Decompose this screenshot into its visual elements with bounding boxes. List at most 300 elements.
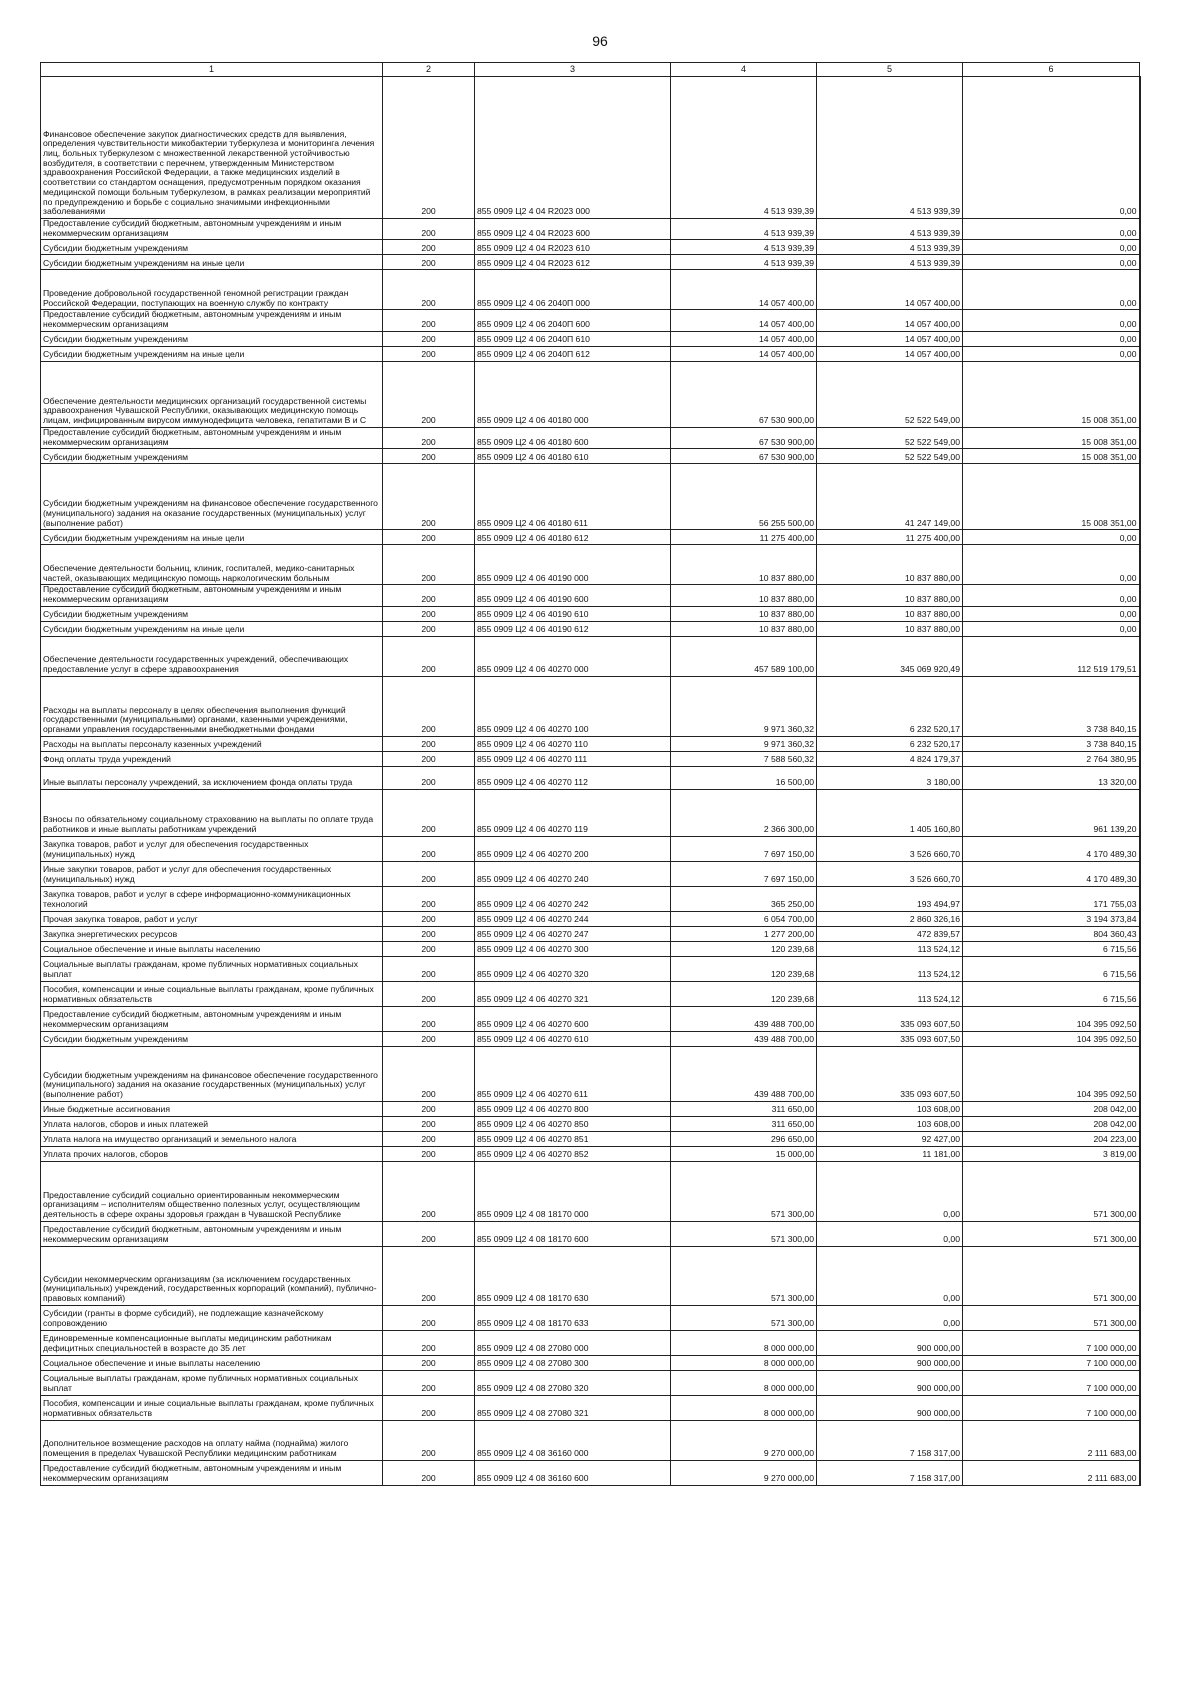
budget-code: 855 0909 Ц2 4 06 2040П 610 xyxy=(475,331,671,346)
row-name: Субсидии бюджетным учреждениям на иные цели xyxy=(41,255,383,270)
executed-amount: 14 057 400,00 xyxy=(817,346,963,361)
remaining-amount: 0,00 xyxy=(963,585,1140,606)
administrator-code: 200 xyxy=(383,1460,475,1485)
remaining-amount: 13 320,00 xyxy=(963,766,1140,789)
administrator-code: 200 xyxy=(383,1370,475,1395)
remaining-amount: 961 139,20 xyxy=(963,789,1140,836)
table-row xyxy=(41,1460,1140,1485)
budget-code: 855 0909 Ц2 4 06 40270 111 xyxy=(475,751,671,766)
row-name: Субсидии бюджетным учреждениям xyxy=(41,606,383,621)
budget-table xyxy=(40,62,1141,1486)
approved-amount: 9 270 000,00 xyxy=(671,1420,817,1460)
budget-code: 855 0909 Ц2 4 06 40270 800 xyxy=(475,1101,671,1116)
row-name: Уплата налога на имущество организаций и земельного налога xyxy=(41,1131,383,1146)
table-row xyxy=(41,1031,1140,1046)
administrator-code: 200 xyxy=(383,1131,475,1146)
row-name: Субсидии бюджетным учреждениям на иные цели xyxy=(41,621,383,636)
executed-amount: 92 427,00 xyxy=(817,1131,963,1146)
row-name: Предоставление субсидий бюджетным, автономным учреждениям и иным некоммерческим организациям xyxy=(41,1221,383,1246)
remaining-amount: 171 755,03 xyxy=(963,886,1140,911)
remaining-amount: 0,00 xyxy=(963,219,1140,240)
remaining-amount: 0,00 xyxy=(963,77,1140,219)
budget-code: 855 0909 Ц2 4 06 40190 610 xyxy=(475,606,671,621)
approved-amount: 10 837 880,00 xyxy=(671,545,817,585)
budget-code: 855 0909 Ц2 4 08 36160 000 xyxy=(475,1420,671,1460)
budget-code: 855 0909 Ц2 4 06 40270 244 xyxy=(475,911,671,926)
table-row xyxy=(41,310,1140,331)
row-name: Закупка товаров, работ и услуг для обеспечения государственных (муниципальных) нужд xyxy=(41,836,383,861)
administrator-code: 200 xyxy=(383,1146,475,1161)
budget-code: 855 0909 Ц2 4 06 40270 200 xyxy=(475,836,671,861)
approved-amount: 67 530 900,00 xyxy=(671,361,817,427)
approved-amount: 9 971 360,32 xyxy=(671,676,817,736)
approved-amount: 67 530 900,00 xyxy=(671,427,817,448)
executed-amount: 103 608,00 xyxy=(817,1101,963,1116)
approved-amount: 1 277 200,00 xyxy=(671,926,817,941)
budget-code: 855 0909 Ц2 4 06 2040П 000 xyxy=(475,270,671,310)
executed-amount: 10 837 880,00 xyxy=(817,606,963,621)
executed-amount: 11 181,00 xyxy=(817,1146,963,1161)
table-row xyxy=(41,449,1140,464)
row-name: Предоставление субсидий бюджетным, автономным учреждениям и иным некоммерческим организациям xyxy=(41,585,383,606)
table-row xyxy=(41,1161,1140,1221)
executed-amount: 113 524,12 xyxy=(817,981,963,1006)
administrator-code: 200 xyxy=(383,530,475,545)
remaining-amount: 15 008 351,00 xyxy=(963,464,1140,530)
budget-code: 855 0909 Ц2 4 04 R2023 000 xyxy=(475,77,671,219)
budget-code: 855 0909 Ц2 4 06 40270 240 xyxy=(475,861,671,886)
row-name: Финансовое обеспечение закупок диагностических средств для выявления, определения чувствительности микобактерии туберкулеза и мониторинга лечения лиц, больных туберкулезом с множественной лекарственной устойчивостью возбудителя, в соответствии с перечнем, утвержденным Министерством здравоохранения Российской Федерации, а также медицинских изделий в соответствии со стандартом оснащения, предусмотренным порядком оказания медицинской помощи больным туберкулезом, в рамках реализации мероприятий по предупреждению и борьбе с социально значимыми инфекционными заболеваниями xyxy=(41,77,383,219)
executed-amount: 6 232 520,17 xyxy=(817,676,963,736)
executed-amount: 472 839,57 xyxy=(817,926,963,941)
approved-amount: 7 697 150,00 xyxy=(671,861,817,886)
table-row xyxy=(41,621,1140,636)
remaining-amount: 3 738 840,15 xyxy=(963,676,1140,736)
table-row xyxy=(41,1355,1140,1370)
table-row xyxy=(41,836,1140,861)
approved-amount: 571 300,00 xyxy=(671,1221,817,1246)
executed-amount: 4 513 939,39 xyxy=(817,240,963,255)
executed-amount: 52 522 549,00 xyxy=(817,449,963,464)
administrator-code: 200 xyxy=(383,270,475,310)
executed-amount: 103 608,00 xyxy=(817,1116,963,1131)
row-name: Проведение добровольной государственной геномной регистрации граждан Российской Федерации, поступающих на военную службу по контракту xyxy=(41,270,383,310)
approved-amount: 11 275 400,00 xyxy=(671,530,817,545)
table-row xyxy=(41,1395,1140,1420)
budget-code: 855 0909 Ц2 4 06 40270 242 xyxy=(475,886,671,911)
executed-amount: 345 069 920,49 xyxy=(817,636,963,676)
row-name: Субсидии (гранты в форме субсидий), не подлежащие казначейскому сопровождению xyxy=(41,1305,383,1330)
approved-amount: 571 300,00 xyxy=(671,1246,817,1305)
budget-code: 855 0909 Ц2 4 06 40270 247 xyxy=(475,926,671,941)
approved-amount: 120 239,68 xyxy=(671,941,817,956)
administrator-code: 200 xyxy=(383,926,475,941)
table-body xyxy=(41,77,1140,1486)
row-name: Уплата налогов, сборов и иных платежей xyxy=(41,1116,383,1131)
row-name: Субсидии бюджетным учреждениям xyxy=(41,449,383,464)
executed-amount: 4 513 939,39 xyxy=(817,77,963,219)
remaining-amount: 571 300,00 xyxy=(963,1221,1140,1246)
approved-amount: 15 000,00 xyxy=(671,1146,817,1161)
remaining-amount: 0,00 xyxy=(963,606,1140,621)
administrator-code: 200 xyxy=(383,545,475,585)
page-number: 96 xyxy=(592,33,608,49)
approved-amount: 8 000 000,00 xyxy=(671,1355,817,1370)
administrator-code: 200 xyxy=(383,941,475,956)
approved-amount: 16 500,00 xyxy=(671,766,817,789)
remaining-amount: 6 715,56 xyxy=(963,941,1140,956)
table-row xyxy=(41,427,1140,448)
budget-code: 855 0909 Ц2 4 08 36160 600 xyxy=(475,1460,671,1485)
table-row xyxy=(41,766,1140,789)
row-name: Предоставление субсидий бюджетным, автономным учреждениям и иным некоммерческим организациям xyxy=(41,427,383,448)
approved-amount: 4 513 939,39 xyxy=(671,219,817,240)
column-header: 5 xyxy=(817,63,963,77)
table-row xyxy=(41,1305,1140,1330)
remaining-amount: 208 042,00 xyxy=(963,1101,1140,1116)
executed-amount: 0,00 xyxy=(817,1221,963,1246)
budget-code: 855 0909 Ц2 4 04 R2023 612 xyxy=(475,255,671,270)
row-name: Субсидии бюджетным учреждениям на финансовое обеспечение государственного (муниципального) задания на оказание государственных (муниципальных) услуг (выполнение работ) xyxy=(41,464,383,530)
approved-amount: 6 054 700,00 xyxy=(671,911,817,926)
administrator-code: 200 xyxy=(383,886,475,911)
budget-code: 855 0909 Ц2 4 06 40190 600 xyxy=(475,585,671,606)
table-row xyxy=(41,736,1140,751)
budget-code: 855 0909 Ц2 4 06 40180 610 xyxy=(475,449,671,464)
table-row xyxy=(41,789,1140,836)
row-name: Субсидии бюджетным учреждениям на иные цели xyxy=(41,346,383,361)
approved-amount: 571 300,00 xyxy=(671,1161,817,1221)
approved-amount: 9 971 360,32 xyxy=(671,736,817,751)
approved-amount: 56 255 500,00 xyxy=(671,464,817,530)
budget-code: 855 0909 Ц2 4 06 40180 600 xyxy=(475,427,671,448)
row-name: Субсидии бюджетным учреждениям на финансовое обеспечение государственного (муниципального) задания на оказание государственных (муниципальных) услуг (выполнение работ) xyxy=(41,1046,383,1101)
table-row xyxy=(41,956,1140,981)
administrator-code: 200 xyxy=(383,361,475,427)
executed-amount: 335 093 607,50 xyxy=(817,1031,963,1046)
table-row xyxy=(41,1101,1140,1116)
row-name: Расходы на выплаты персоналу в целях обеспечения выполнения функций государственными (муниципальными) органами, казенными учреждениями, органами управления государственными внебюджетными фондами xyxy=(41,676,383,736)
administrator-code: 200 xyxy=(383,1355,475,1370)
approved-amount: 2 366 300,00 xyxy=(671,789,817,836)
column-number-row xyxy=(41,63,1140,77)
table-row xyxy=(41,545,1140,585)
table-row xyxy=(41,1330,1140,1355)
budget-code: 855 0909 Ц2 4 06 40270 852 xyxy=(475,1146,671,1161)
remaining-amount: 0,00 xyxy=(963,310,1140,331)
executed-amount: 900 000,00 xyxy=(817,1395,963,1420)
row-name: Предоставление субсидий бюджетным, автономным учреждениям и иным некоммерческим организациям xyxy=(41,310,383,331)
column-header: 6 xyxy=(963,63,1140,77)
remaining-amount: 0,00 xyxy=(963,530,1140,545)
table-row xyxy=(41,636,1140,676)
table-row xyxy=(41,1370,1140,1395)
row-name: Предоставление субсидий социально ориентированным некоммерческим организациям – исполнителям общественно полезных услуг, осуществляющим деятельность в сфере охраны здоровья граждан в Чувашской Республике xyxy=(41,1161,383,1221)
administrator-code: 200 xyxy=(383,77,475,219)
column-header: 2 xyxy=(383,63,475,77)
remaining-amount: 3 738 840,15 xyxy=(963,736,1140,751)
budget-code: 855 0909 Ц2 4 06 40270 600 xyxy=(475,1006,671,1031)
row-name: Субсидии бюджетным учреждениям на иные цели xyxy=(41,530,383,545)
table-row xyxy=(41,676,1140,736)
budget-code: 855 0909 Ц2 4 04 R2023 610 xyxy=(475,240,671,255)
approved-amount: 296 650,00 xyxy=(671,1131,817,1146)
approved-amount: 439 488 700,00 xyxy=(671,1046,817,1101)
approved-amount: 14 057 400,00 xyxy=(671,331,817,346)
executed-amount: 10 837 880,00 xyxy=(817,545,963,585)
administrator-code: 200 xyxy=(383,836,475,861)
row-name: Субсидии некоммерческим организациям (за исключением государственных (муниципальных) учреждений, государственных корпораций (компаний), публично-правовых компаний) xyxy=(41,1246,383,1305)
row-name: Дополнительное возмещение расходов на оплату найма (поднайма) жилого помещения в пределах Чувашской Республики медицинским работникам xyxy=(41,1420,383,1460)
remaining-amount: 2 111 683,00 xyxy=(963,1460,1140,1485)
row-name: Закупка товаров, работ и услуг в сфере информационно-коммуникационных технологий xyxy=(41,886,383,911)
column-header: 1 xyxy=(41,63,383,77)
table-row xyxy=(41,219,1140,240)
row-name: Единовременные компенсационные выплаты медицинским работникам дефицитных специальностей в возрасте до 35 лет xyxy=(41,1330,383,1355)
budget-code: 855 0909 Ц2 4 06 40270 320 xyxy=(475,956,671,981)
executed-amount: 900 000,00 xyxy=(817,1370,963,1395)
budget-code: 855 0909 Ц2 4 06 40270 321 xyxy=(475,981,671,1006)
remaining-amount: 571 300,00 xyxy=(963,1305,1140,1330)
executed-amount: 4 513 939,39 xyxy=(817,219,963,240)
approved-amount: 14 057 400,00 xyxy=(671,310,817,331)
approved-amount: 457 589 100,00 xyxy=(671,636,817,676)
row-name: Иные бюджетные ассигнования xyxy=(41,1101,383,1116)
executed-amount: 335 093 607,50 xyxy=(817,1006,963,1031)
executed-amount: 1 405 160,80 xyxy=(817,789,963,836)
administrator-code: 200 xyxy=(383,1116,475,1131)
remaining-amount: 4 170 489,30 xyxy=(963,861,1140,886)
approved-amount: 120 239,68 xyxy=(671,981,817,1006)
approved-amount: 571 300,00 xyxy=(671,1305,817,1330)
table-row xyxy=(41,926,1140,941)
remaining-amount: 6 715,56 xyxy=(963,956,1140,981)
budget-code: 855 0909 Ц2 4 06 40270 112 xyxy=(475,766,671,789)
budget-code: 855 0909 Ц2 4 06 40270 851 xyxy=(475,1131,671,1146)
approved-amount: 14 057 400,00 xyxy=(671,346,817,361)
remaining-amount: 0,00 xyxy=(963,255,1140,270)
row-name: Социальное обеспечение и иные выплаты населению xyxy=(41,941,383,956)
approved-amount: 7 697 150,00 xyxy=(671,836,817,861)
executed-amount: 193 494,97 xyxy=(817,886,963,911)
executed-amount: 52 522 549,00 xyxy=(817,361,963,427)
remaining-amount: 0,00 xyxy=(963,545,1140,585)
column-header: 4 xyxy=(671,63,817,77)
table-row xyxy=(41,606,1140,621)
budget-code: 855 0909 Ц2 4 06 40190 000 xyxy=(475,545,671,585)
administrator-code: 200 xyxy=(383,766,475,789)
budget-code: 855 0909 Ц2 4 06 40270 850 xyxy=(475,1116,671,1131)
remaining-amount: 3 819,00 xyxy=(963,1146,1140,1161)
administrator-code: 200 xyxy=(383,346,475,361)
table-row xyxy=(41,1246,1140,1305)
administrator-code: 200 xyxy=(383,1161,475,1221)
administrator-code: 200 xyxy=(383,789,475,836)
row-name: Обеспечение деятельности государственных учреждений, обеспечивающих предоставление услуг в сфере здравоохранения xyxy=(41,636,383,676)
row-name: Субсидии бюджетным учреждениям xyxy=(41,1031,383,1046)
row-name: Обеспечение деятельности медицинских организаций государственной системы здравоохранения Чувашской Республики, оказывающих медицинскую помощь лицам, инфицированным вирусом иммунодефицита человека, гепатитами В и С xyxy=(41,361,383,427)
approved-amount: 4 513 939,39 xyxy=(671,240,817,255)
table-row xyxy=(41,1006,1140,1031)
administrator-code: 200 xyxy=(383,751,475,766)
remaining-amount: 571 300,00 xyxy=(963,1161,1140,1221)
executed-amount: 2 860 326,16 xyxy=(817,911,963,926)
table-row xyxy=(41,1146,1140,1161)
row-name: Пособия, компенсации и иные социальные выплаты гражданам, кроме публичных нормативных обязательств xyxy=(41,1395,383,1420)
executed-amount: 3 526 660,70 xyxy=(817,836,963,861)
administrator-code: 200 xyxy=(383,1221,475,1246)
approved-amount: 439 488 700,00 xyxy=(671,1031,817,1046)
table-row xyxy=(41,1116,1140,1131)
remaining-amount: 7 100 000,00 xyxy=(963,1355,1140,1370)
budget-code: 855 0909 Ц2 4 08 27080 300 xyxy=(475,1355,671,1370)
administrator-code: 200 xyxy=(383,240,475,255)
row-name: Прочая закупка товаров, работ и услуг xyxy=(41,911,383,926)
remaining-amount: 104 395 092,50 xyxy=(963,1031,1140,1046)
table-row xyxy=(41,1046,1140,1101)
administrator-code: 200 xyxy=(383,1046,475,1101)
administrator-code: 200 xyxy=(383,1101,475,1116)
budget-code: 855 0909 Ц2 4 08 27080 000 xyxy=(475,1330,671,1355)
approved-amount: 311 650,00 xyxy=(671,1101,817,1116)
remaining-amount: 15 008 351,00 xyxy=(963,427,1140,448)
row-name: Взносы по обязательному социальному страхованию на выплаты по оплате труда работников и иные выплаты работникам учреждений xyxy=(41,789,383,836)
row-name: Иные закупки товаров, работ и услуг для обеспечения государственных (муниципальных) нужд xyxy=(41,861,383,886)
row-name: Закупка энергетических ресурсов xyxy=(41,926,383,941)
table-row xyxy=(41,270,1140,310)
administrator-code: 200 xyxy=(383,1031,475,1046)
executed-amount: 3 180,00 xyxy=(817,766,963,789)
administrator-code: 200 xyxy=(383,676,475,736)
row-name: Фонд оплаты труда учреждений xyxy=(41,751,383,766)
administrator-code: 200 xyxy=(383,861,475,886)
budget-code: 855 0909 Ц2 4 06 40270 611 xyxy=(475,1046,671,1101)
table-row xyxy=(41,1131,1140,1146)
table-row xyxy=(41,464,1140,530)
table-row xyxy=(41,361,1140,427)
administrator-code: 200 xyxy=(383,310,475,331)
row-name: Социальные выплаты гражданам, кроме публичных нормативных социальных выплат xyxy=(41,1370,383,1395)
executed-amount: 41 247 149,00 xyxy=(817,464,963,530)
remaining-amount: 204 223,00 xyxy=(963,1131,1140,1146)
remaining-amount: 0,00 xyxy=(963,331,1140,346)
table-row xyxy=(41,981,1140,1006)
executed-amount: 113 524,12 xyxy=(817,956,963,981)
row-name: Обеспечение деятельности больниц, клиник, госпиталей, медико-санитарных частей, оказывающих медицинскую помощь наркологическим больным xyxy=(41,545,383,585)
table-row xyxy=(41,911,1140,926)
administrator-code: 200 xyxy=(383,981,475,1006)
approved-amount: 439 488 700,00 xyxy=(671,1006,817,1031)
remaining-amount: 15 008 351,00 xyxy=(963,361,1140,427)
administrator-code: 200 xyxy=(383,427,475,448)
executed-amount: 4 824 179,37 xyxy=(817,751,963,766)
table-row xyxy=(41,255,1140,270)
budget-code: 855 0909 Ц2 4 06 40270 110 xyxy=(475,736,671,751)
approved-amount: 8 000 000,00 xyxy=(671,1370,817,1395)
budget-code: 855 0909 Ц2 4 06 40270 300 xyxy=(475,941,671,956)
approved-amount: 10 837 880,00 xyxy=(671,606,817,621)
table-row xyxy=(41,751,1140,766)
administrator-code: 200 xyxy=(383,606,475,621)
column-header: 3 xyxy=(475,63,671,77)
row-name: Предоставление субсидий бюджетным, автономным учреждениям и иным некоммерческим организациям xyxy=(41,219,383,240)
remaining-amount: 2 111 683,00 xyxy=(963,1420,1140,1460)
budget-code: 855 0909 Ц2 4 08 18170 600 xyxy=(475,1221,671,1246)
budget-code: 855 0909 Ц2 4 06 40190 612 xyxy=(475,621,671,636)
table-row xyxy=(41,886,1140,911)
executed-amount: 52 522 549,00 xyxy=(817,427,963,448)
administrator-code: 200 xyxy=(383,621,475,636)
row-name: Уплата прочих налогов, сборов xyxy=(41,1146,383,1161)
table-row xyxy=(41,77,1140,219)
remaining-amount: 0,00 xyxy=(963,346,1140,361)
remaining-amount: 208 042,00 xyxy=(963,1116,1140,1131)
remaining-amount: 2 764 380,95 xyxy=(963,751,1140,766)
administrator-code: 200 xyxy=(383,1420,475,1460)
remaining-amount: 0,00 xyxy=(963,621,1140,636)
budget-code: 855 0909 Ц2 4 06 40270 000 xyxy=(475,636,671,676)
remaining-amount: 104 395 092,50 xyxy=(963,1006,1140,1031)
remaining-amount: 571 300,00 xyxy=(963,1246,1140,1305)
administrator-code: 200 xyxy=(383,255,475,270)
remaining-amount: 112 519 179,51 xyxy=(963,636,1140,676)
executed-amount: 7 158 317,00 xyxy=(817,1460,963,1485)
row-name: Социальное обеспечение и иные выплаты населению xyxy=(41,1355,383,1370)
approved-amount: 8 000 000,00 xyxy=(671,1395,817,1420)
row-name: Расходы на выплаты персоналу казенных учреждений xyxy=(41,736,383,751)
budget-code: 855 0909 Ц2 4 06 40180 611 xyxy=(475,464,671,530)
executed-amount: 10 837 880,00 xyxy=(817,585,963,606)
table-row xyxy=(41,530,1140,545)
row-name: Иные выплаты персоналу учреждений, за исключением фонда оплаты труда xyxy=(41,766,383,789)
remaining-amount: 804 360,43 xyxy=(963,926,1140,941)
remaining-amount: 7 100 000,00 xyxy=(963,1395,1140,1420)
remaining-amount: 3 194 373,84 xyxy=(963,911,1140,926)
remaining-amount: 6 715,56 xyxy=(963,981,1140,1006)
table-row xyxy=(41,331,1140,346)
remaining-amount: 0,00 xyxy=(963,240,1140,255)
row-name: Субсидии бюджетным учреждениям xyxy=(41,331,383,346)
approved-amount: 120 239,68 xyxy=(671,956,817,981)
budget-code: 855 0909 Ц2 4 06 40180 000 xyxy=(475,361,671,427)
approved-amount: 4 513 939,39 xyxy=(671,77,817,219)
administrator-code: 200 xyxy=(383,464,475,530)
budget-code: 855 0909 Ц2 4 06 40270 119 xyxy=(475,789,671,836)
executed-amount: 11 275 400,00 xyxy=(817,530,963,545)
executed-amount: 6 232 520,17 xyxy=(817,736,963,751)
budget-code: 855 0909 Ц2 4 08 27080 320 xyxy=(475,1370,671,1395)
administrator-code: 200 xyxy=(383,219,475,240)
administrator-code: 200 xyxy=(383,911,475,926)
remaining-amount: 4 170 489,30 xyxy=(963,836,1140,861)
executed-amount: 14 057 400,00 xyxy=(817,331,963,346)
approved-amount: 10 837 880,00 xyxy=(671,585,817,606)
approved-amount: 67 530 900,00 xyxy=(671,449,817,464)
administrator-code: 200 xyxy=(383,1330,475,1355)
approved-amount: 10 837 880,00 xyxy=(671,621,817,636)
approved-amount: 9 270 000,00 xyxy=(671,1460,817,1485)
approved-amount: 8 000 000,00 xyxy=(671,1330,817,1355)
executed-amount: 10 837 880,00 xyxy=(817,621,963,636)
executed-amount: 0,00 xyxy=(817,1305,963,1330)
row-name: Пособия, компенсации и иные социальные выплаты гражданам, кроме публичных нормативных обязательств xyxy=(41,981,383,1006)
administrator-code: 200 xyxy=(383,1006,475,1031)
budget-code: 855 0909 Ц2 4 06 2040П 612 xyxy=(475,346,671,361)
executed-amount: 0,00 xyxy=(817,1246,963,1305)
executed-amount: 900 000,00 xyxy=(817,1355,963,1370)
row-name: Предоставление субсидий бюджетным, автономным учреждениям и иным некоммерческим организациям xyxy=(41,1006,383,1031)
budget-code: 855 0909 Ц2 4 06 2040П 600 xyxy=(475,310,671,331)
